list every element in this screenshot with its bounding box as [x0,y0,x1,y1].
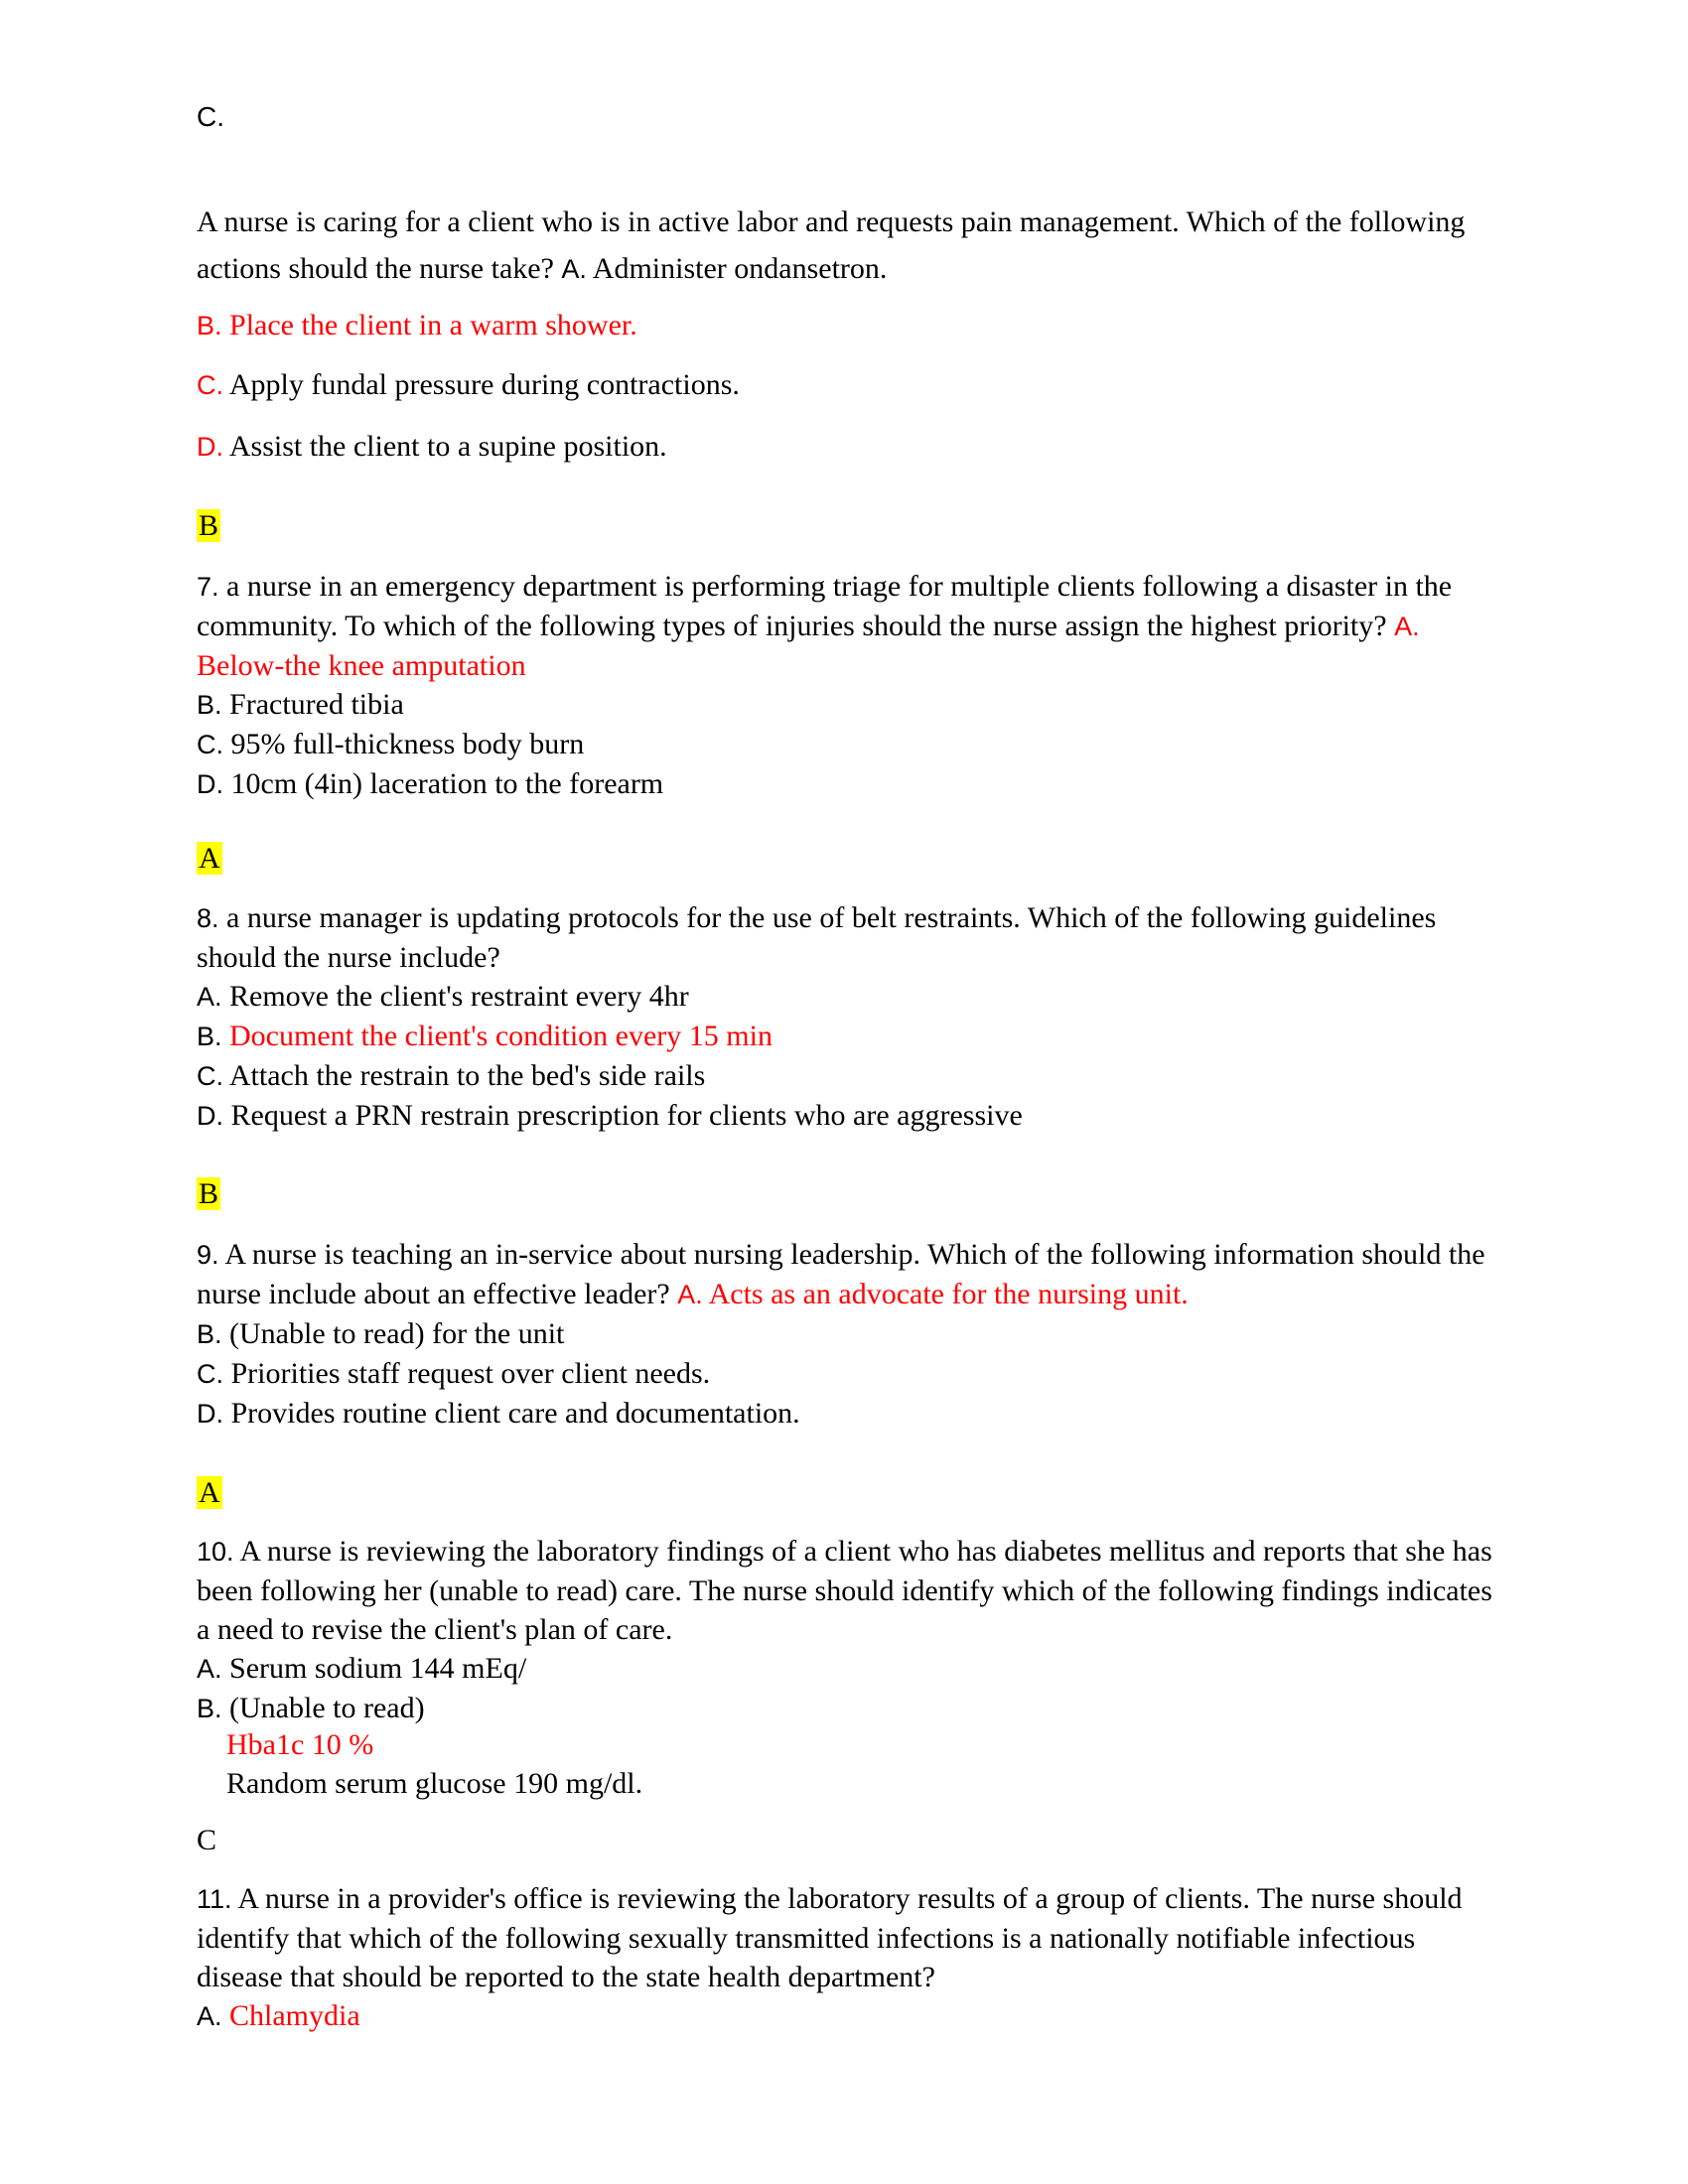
question-6-option-b [197,306,1499,345]
option-a-text: Administer ondansetron. [592,252,888,285]
option-c-label: C. [197,730,223,759]
option-c [197,725,1499,764]
option-d-label: D. [197,769,223,799]
answer-key: B [199,1177,219,1210]
option-d [197,1394,1499,1433]
option-d-text [226,1764,1499,1803]
question-stem-text: A nurse is teaching an in-service about nursing leadership. Which of the following information should the nurse include about an effective leader? [197,1238,1485,1310]
option-a-label: A. [197,1654,222,1684]
question-6-option-c [197,365,1499,405]
option-b-label: B. [197,690,222,720]
option-a-label: A. [197,2001,222,2031]
answer-key: A [199,842,220,875]
option-b-text: (Unable to read) for the unit [229,1317,565,1350]
option-d-text: Request a PRN restrain prescription for clients who are aggressive [230,1099,1023,1132]
question-6-option-d [197,427,1499,467]
option-c-label: C. [197,1061,223,1091]
option-b-text: Place the client in a warm shower. [229,309,637,341]
option-c-text: 95% full-thickness body burn [230,728,585,760]
option-a-text: Chlamydia [229,1999,360,2032]
option-c-text: Attach the restrain to the bed's side rails [228,1059,706,1092]
question-7-answer [197,839,1499,878]
question-7 [197,567,1499,804]
option-b-label: B. [197,311,222,341]
option-c-label: C. [197,370,223,400]
option-d [197,1096,1499,1136]
option-d-label: D. [197,1101,223,1131]
option-a-text: Serum sodium 144 mEq/ [229,1652,527,1685]
option-c-text: Apply fundal pressure during contractions. [228,368,740,401]
answer-key: B [199,509,219,542]
question-stem-text: a nurse in an emergency department is performing triage for multiple clients following a disaster in the community. To which of the following types of injuries should the nurse assign the highest priority? [197,570,1453,642]
option-c-text-value: Hba1c 10 % [226,1728,374,1761]
option-a-label: A. [561,254,587,284]
question-stem-text: a nurse manager is updating protocols for the use of belt restraints. Which of the following guidelines should the nurse include? [197,901,1437,974]
option-a [197,1649,1499,1689]
question-6-stem [197,199,1499,293]
option-c [197,1056,1499,1096]
question-stem-text: A nurse is caring for a client who is in active labor and requests pain management. Which of the following actions should the nurse take? [197,205,1466,285]
question-number: 8. [197,903,219,933]
answer-key: A [199,1476,220,1509]
option-c-text [226,1725,1499,1764]
question-stem-text: A nurse in a provider's office is reviewing the laboratory results of a group of clients. The nurse should identify that which of the following sexually transmitted infections is a nationally notifiable infectious disease that should be reported to the state health department? [197,1882,1463,1993]
question-number: 9. [197,1240,219,1270]
question-8-answer [197,1174,1499,1213]
option-c [197,1354,1499,1394]
question-8 [197,898,1499,1136]
option-a-label: A. [197,982,222,1012]
question-10 [197,1532,1499,1728]
question-9 [197,1235,1499,1433]
option-c-text: Priorities staff request over client needs. [230,1357,711,1390]
option-c-label: C. [197,1359,223,1389]
question-number: 10. [197,1537,234,1567]
option-b-text: Document the client's condition every 15 min [229,1020,773,1052]
question-stem-text: A nurse is reviewing the laboratory findings of a client who has diabetes mellitus and reports that she has been following her (unable to read) care. The nurse should identify which of the following findings indicates a need to revise the client's plan of care. [197,1535,1492,1646]
option-a [197,977,1499,1017]
question-6-answer [197,506,1499,545]
question-number: 7. [197,572,219,602]
option-b-label: B. [197,1319,222,1349]
question-number: 11. [197,1884,232,1914]
option-a-text: Remove the client's restraint every 4hr [229,980,689,1013]
top-label: C. [197,101,224,132]
option-b-text: Fractured tibia [229,688,404,721]
option-b-label: B. [197,1694,222,1723]
option-b-label: B. [197,1022,222,1051]
option-a-text: Below-the knee amputation [197,649,526,682]
option-d-text: 10cm (4in) laceration to the forearm [230,767,664,800]
option-d-text: Assist the client to a supine position. [228,430,667,463]
option-a-label: A. [1394,612,1420,641]
option-b [197,1017,1499,1056]
option-a-text: Acts as an advocate for the nursing unit. [708,1278,1189,1310]
answer-key: C [197,1824,217,1856]
question-9-answer [197,1473,1499,1512]
option-b [197,685,1499,725]
question-10-answer [197,1821,1499,1859]
option-d [197,764,1499,804]
option-d-label: D. [197,432,223,462]
option-a [197,1996,1499,2036]
option-b-text: (Unable to read) [229,1692,425,1724]
option-d-label: D. [197,1399,223,1429]
option-d-text-value: Random serum glucose 190 mg/dl. [226,1767,643,1800]
option-d-text: Provides routine client care and documentation. [230,1397,800,1430]
option-b [197,1314,1499,1354]
option-a-label: A. [677,1280,703,1309]
question-11 [197,1879,1499,2036]
option-b [197,1689,1499,1728]
